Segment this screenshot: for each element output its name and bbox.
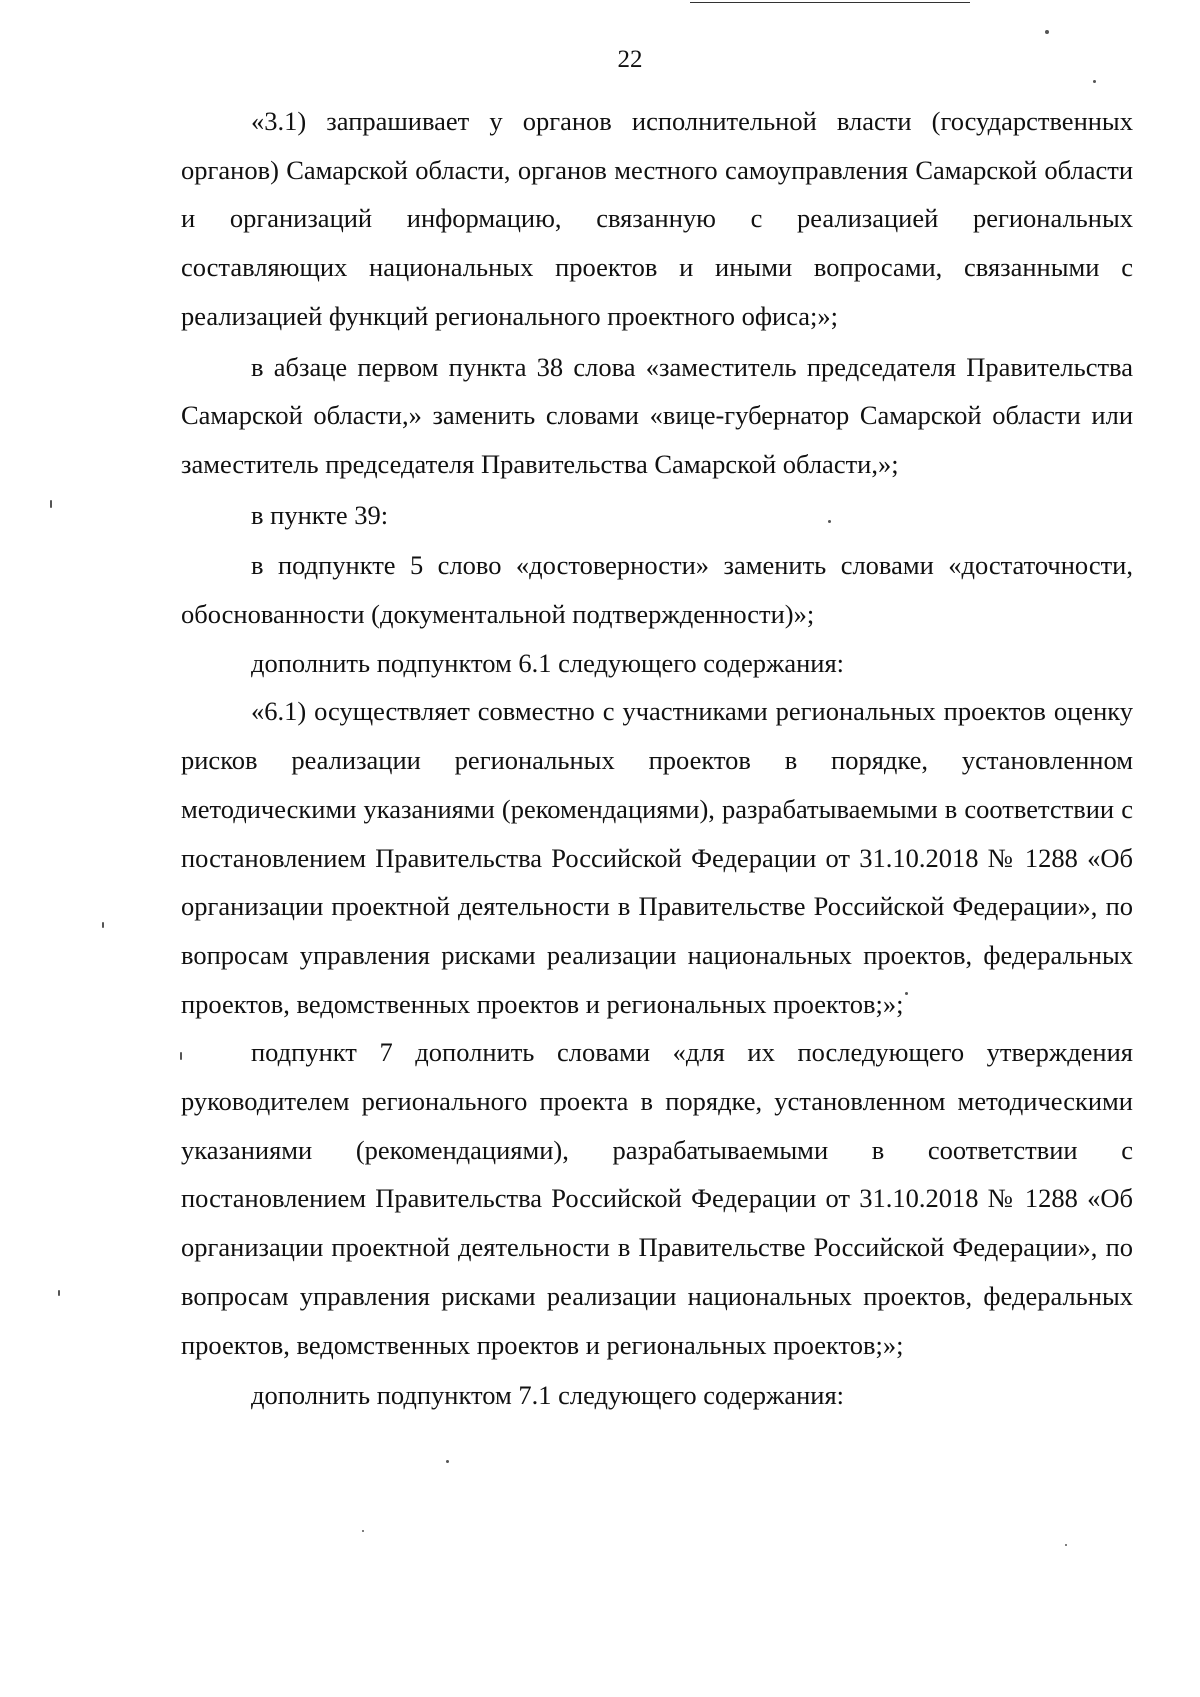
scan-speck bbox=[828, 520, 831, 523]
scan-speck bbox=[58, 1290, 60, 1296]
scan-speck bbox=[1093, 80, 1096, 83]
paragraph-subitem-5-amendment: в подпункте 5 слово «достоверности» заменить словами «достаточности, обоснованности (документальной подтвержденности)»; bbox=[181, 550, 1133, 630]
scan-speck bbox=[362, 1530, 364, 1532]
paragraph-3-1-clause: «3.1) запрашивает у органов исполнительной власти (государственных органов) Самарской области, органов местного самоуправления Самарской области и организаций информацию, связанную с реализацией региональных составляющих национальных проектов и иными вопросами, связанными с реализацией функций регионального проектного офиса;»; bbox=[181, 106, 1133, 331]
paragraph-add-subitem-7-1: дополнить подпунктом 7.1 следующего содержания: bbox=[251, 1380, 845, 1411]
scan-speck bbox=[180, 1052, 182, 1060]
scan-speck bbox=[905, 992, 908, 995]
scan-speck bbox=[1065, 1544, 1067, 1546]
scan-speck bbox=[50, 500, 52, 508]
paragraph-item-39-intro: в пункте 39: bbox=[251, 499, 389, 530]
paragraph-subitem-7-amendment: подпункт 7 дополнить словами «для их последующего утверждения руководителем регионального проекта в порядке, установленном методическими указаниями (рекомендациями), разрабатываемыми в соответствии с постановлением Правительства Российской Федерации от 31.10.2018 № 1288 «Об организации проектной деятельности в Правительстве Российской Федерации», по вопросам управления рисками реализации национальных проектов, федеральных проектов, ведомственных проектов и региональных проектов;»; bbox=[181, 1037, 1133, 1360]
page-number: 22 bbox=[617, 46, 643, 73]
paragraph-6-1-clause: «6.1) осуществляет совместно с участниками региональных проектов оценку рисков реализации региональных проектов в порядке, установленном методическими указаниями (рекомендациями), разрабатываемыми в соответствии с постановлением Правительства Российской Федерации от 31.10.2018 № 1288 «Об организации проектной деятельности в Правительстве Российской Федерации», по вопросам управления рисками реализации национальных проектов, федеральных проектов, ведомственных проектов и региональных проектов;»; bbox=[181, 696, 1133, 1019]
document-body bbox=[181, 97, 1133, 1420]
scan-speck bbox=[446, 1460, 449, 1463]
top-scan-line bbox=[690, 2, 970, 3]
scan-speck bbox=[1045, 30, 1049, 34]
paragraph-item-38-amendment: в абзаце первом пункта 38 слова «заместитель председателя Правительства Самарской области,» заменить словами «вице-губернатор Самарской области или заместитель председателя Правительства Самарской области,»; bbox=[181, 351, 1133, 479]
scan-speck bbox=[102, 922, 104, 928]
paragraph-add-subitem-6-1: дополнить подпунктом 6.1 следующего содержания: bbox=[251, 647, 845, 678]
